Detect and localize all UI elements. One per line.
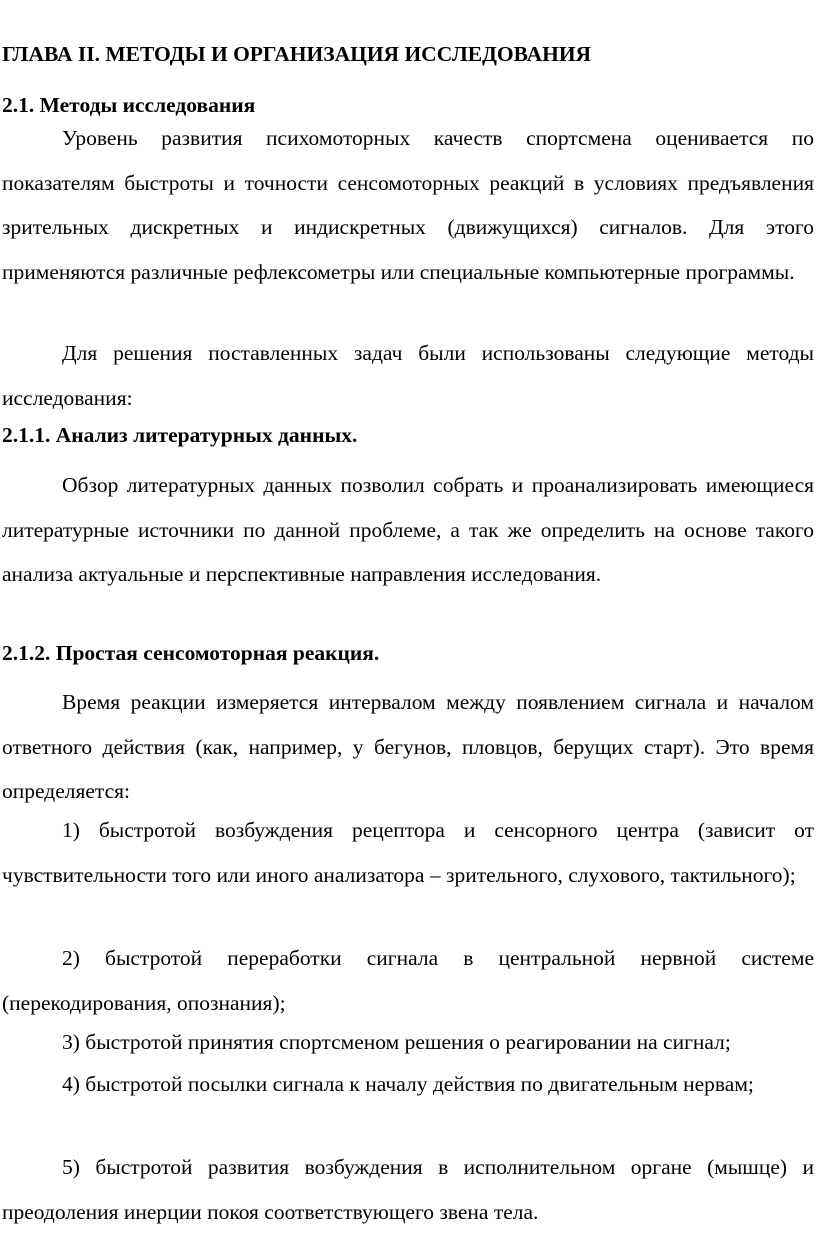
paragraph-intro: Уровень развития психомоторных качеств спортсмена оценивается по показателям быстроты и точности сенсомоторных реакций в условиях предъявления зрительных дискретных и индискретных (движущихся) сигналов. Для этого применяются различные рефлексометры или специальные компьютерные программы.: [2, 126, 814, 284]
chapter-title: ГЛАВА II. МЕТОДЫ И ОРГАНИЗАЦИЯ ИССЛЕДОВАНИЯ: [2, 42, 592, 66]
subsection-heading-literature: 2.1.1. Анализ литературных данных.: [2, 423, 358, 447]
list-item: 2) быстротой переработки сигнала в центральной нервной системе (перекодирования, опознания);: [2, 946, 814, 1015]
section-title: 2.1. Методы исследования: [2, 93, 256, 117]
list-item: 1) быстротой возбуждения рецептора и сенсорного центра (зависит от чувствительности того или иного анализатора – зрительного, слухового, тактильного);: [2, 818, 814, 887]
paragraph-methods-lead: Для решения поставленных задач были использованы следующие методы исследования:: [2, 341, 814, 410]
list-item: 4) быстротой посылки сигнала к началу действия по двигательным нервам;: [62, 1072, 754, 1096]
list-item: 3) быстротой принятия спортсменом решения о реагировании на сигнал;: [62, 1030, 731, 1054]
subsection-heading-reaction: 2.1.2. Простая сенсомоторная реакция.: [2, 641, 380, 665]
paragraph-reaction-intro: Время реакции измеряется интервалом между появлением сигнала и началом ответного действия (как, например, у бегунов, пловцов, берущих старт). Это время определяется:: [2, 690, 814, 803]
list-item: 5) быстротой развития возбуждения в исполнительном органе (мышце) и преодоления инерции покоя соответствующего звена тела.: [2, 1155, 814, 1224]
paragraph-literature: Обзор литературных данных позволил собрать и проанализировать имеющиеся литературные источники по данной проблеме, а так же определить на основе такого анализа актуальные и перспективные направления исследования.: [2, 473, 814, 586]
